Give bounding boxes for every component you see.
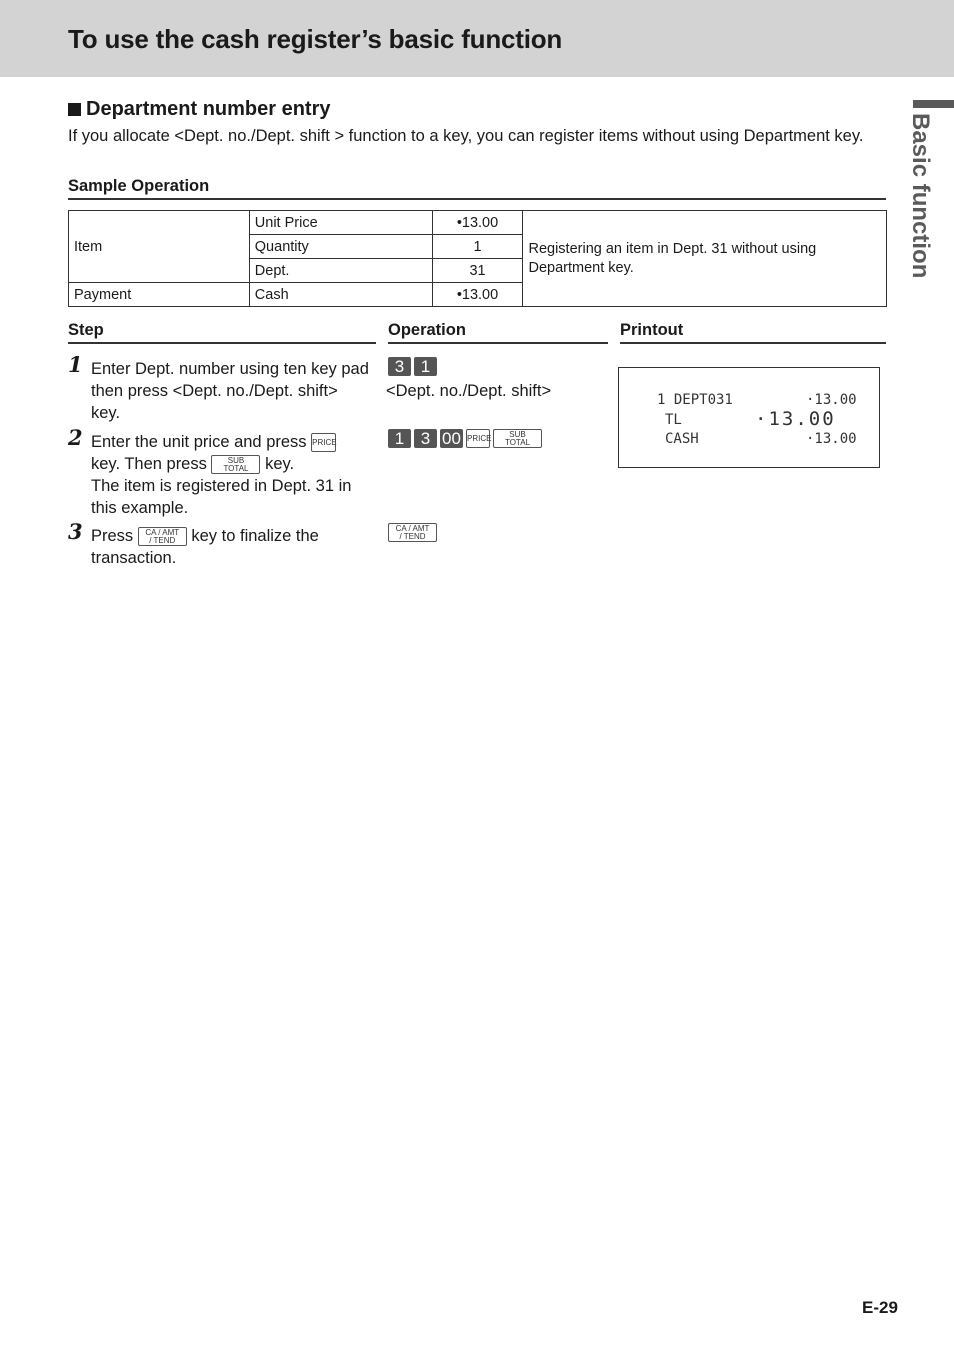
key-label: TOTAL: [504, 438, 531, 447]
key-label: TOTAL: [223, 464, 249, 474]
payment-label-cell: Payment: [69, 283, 250, 307]
step-3-text-a: Press: [91, 527, 134, 545]
description-cell: Registering an item in Dept. 31 without using Department key.: [523, 211, 887, 307]
cash-label-cell: Cash: [249, 283, 432, 307]
section-heading: [68, 98, 331, 121]
cash-value-cell: •13.00: [432, 283, 523, 307]
key-label: / TEND: [399, 532, 426, 541]
receipt-line2-left: TL: [665, 412, 682, 428]
price-key-icon: [466, 429, 490, 448]
key-label: CA / AMT: [145, 528, 180, 538]
step-2-text: [91, 431, 370, 519]
price-key-icon: [311, 433, 336, 452]
step-2: [68, 425, 370, 519]
step-column-heading: Step: [68, 321, 376, 344]
receipt-line1-left: 1 DEPT031: [657, 392, 733, 408]
item-label-cell: Item: [69, 211, 250, 283]
receipt-line2-right: ·13.00: [755, 408, 836, 430]
table-row: [69, 211, 887, 235]
key-00-icon: 00: [440, 429, 463, 448]
operation-step-3-keys: [388, 523, 437, 542]
unit-price-label-cell: Unit Price: [249, 211, 432, 235]
dept-shift-key-text: <Dept. no./Dept. shift>: [386, 382, 552, 400]
step-3-text: [91, 525, 370, 569]
ca-amt-tend-key-icon: [138, 527, 187, 546]
receipt-line1-right: ·13.00: [806, 392, 857, 408]
key-label: / TEND: [149, 536, 176, 546]
side-tab-bar: [913, 100, 954, 108]
key-label: PRICE: [312, 438, 337, 448]
ca-amt-tend-key-icon: [388, 523, 437, 542]
key-label: PRICE: [467, 434, 492, 443]
step-number: 2: [68, 425, 83, 450]
unit-price-value-cell: •13.00: [432, 211, 523, 235]
page-number: E-29: [862, 1298, 898, 1317]
step-2-text-b: key. Then press: [91, 455, 207, 473]
key-label: SUB: [509, 430, 526, 439]
step-3-text-b: key to finalize the transaction.: [91, 527, 319, 567]
page-title: To use the cash register’s basic function: [68, 24, 563, 54]
side-tab-label: Basic function: [907, 113, 934, 279]
key-3-icon: 3: [414, 429, 437, 448]
step-1: [68, 352, 370, 424]
operation-step-1-keys: [388, 357, 437, 376]
operation-column-heading: Operation: [388, 321, 608, 344]
key-label: CA / AMT: [395, 524, 430, 533]
key-3-icon: 3: [388, 357, 411, 376]
intro-text: If you allocate <Dept. no./Dept. shift > function to a key, you can register items without using Department key.: [68, 127, 864, 145]
printout-column-heading: Printout: [620, 321, 886, 344]
quantity-label-cell: Quantity: [249, 235, 432, 259]
dept-label-cell: Dept.: [249, 259, 432, 283]
dept-value-cell: 31: [432, 259, 523, 283]
step-2-text-c: key.: [265, 455, 295, 473]
step-number: 1: [68, 352, 83, 377]
section-heading-text: Department number entry: [86, 98, 331, 120]
step-3: [68, 519, 370, 569]
sample-operation-heading: Sample Operation: [68, 177, 886, 200]
operation-step-2-keys: [388, 429, 542, 448]
subtotal-key-icon: [493, 429, 542, 448]
receipt-line3-left: CASH: [665, 431, 699, 447]
step-1-text: Enter Dept. number using ten key pad then press <Dept. no./Dept. shift> key.: [91, 360, 369, 422]
receipt-line3-right: ·13.00: [806, 431, 857, 447]
sample-operation-table: [68, 210, 887, 307]
key-label: SUB: [227, 456, 245, 466]
step-2-text-a: Enter the unit price and press: [91, 433, 307, 451]
square-bullet-icon: [68, 103, 81, 116]
quantity-value-cell: 1: [432, 235, 523, 259]
step-number: 3: [68, 519, 83, 544]
subtotal-key-icon: [211, 455, 260, 474]
printout-receipt: [618, 367, 880, 468]
step-2-text-d: The item is registered in Dept. 31 in this example.: [91, 477, 352, 517]
key-1-icon: 1: [414, 357, 437, 376]
key-1-icon: 1: [388, 429, 411, 448]
